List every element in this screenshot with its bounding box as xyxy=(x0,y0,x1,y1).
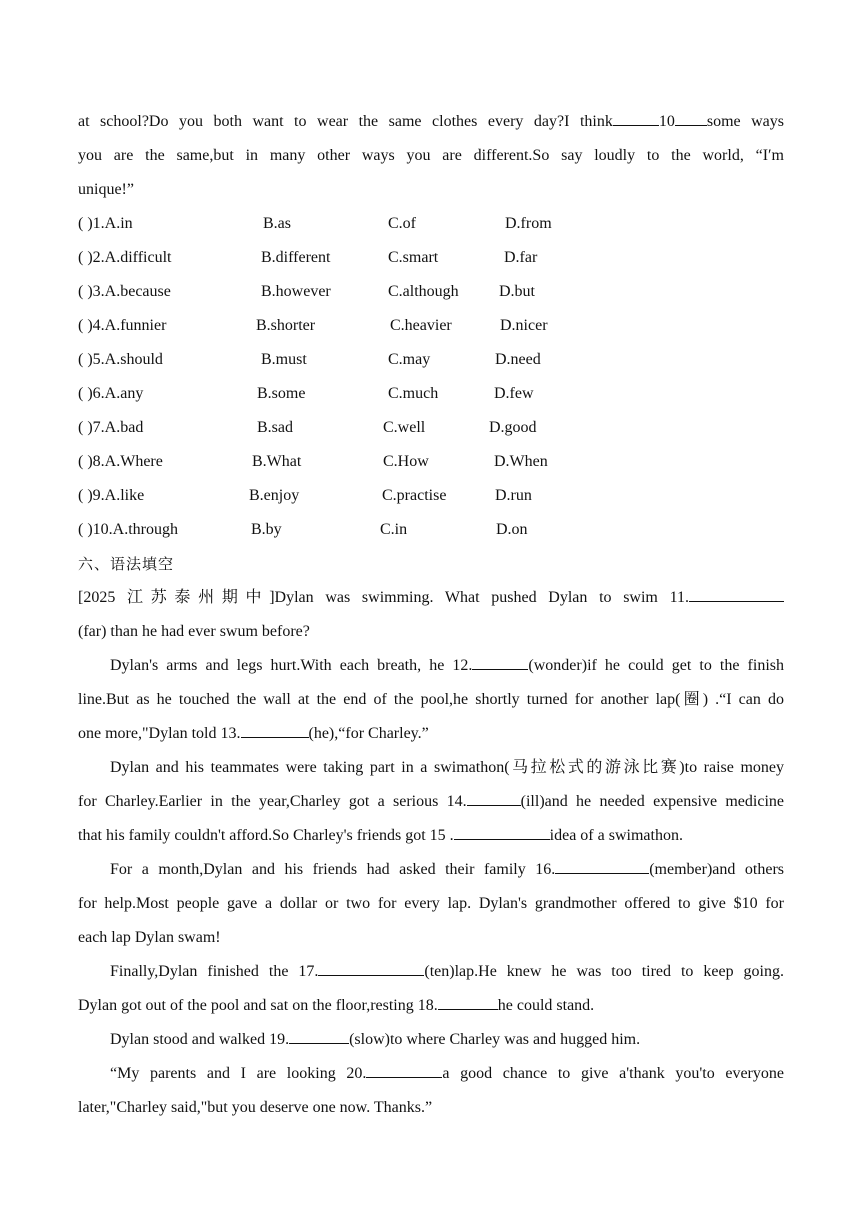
option-c[interactable]: C.heavier xyxy=(390,317,452,334)
passage-line-2: you are the same,but in many other ways you are different.So say loudly to the world, “I′m xyxy=(78,147,784,164)
option-c[interactable]: C.although xyxy=(388,283,459,300)
grammar-text: “My parents and I are looking 20. xyxy=(110,1065,367,1082)
passage-line-1 xyxy=(78,105,784,139)
grammar-line-14 xyxy=(78,1023,784,1057)
grammar-line-11: each lap Dylan swam! xyxy=(78,929,221,946)
grammar-line-12 xyxy=(78,955,784,989)
option-a[interactable]: ( )6.A.any xyxy=(78,385,144,402)
option-a[interactable]: ( )10.A.through xyxy=(78,521,178,538)
grammar-text: [2025 江苏泰州期中]Dylan was swimming. What pushed Dylan to swim 11. xyxy=(78,589,689,606)
grammar-line-15 xyxy=(78,1057,784,1091)
grammar-line-13 xyxy=(78,989,784,1023)
option-c[interactable]: C.in xyxy=(380,521,408,538)
grammar-text: For a month,Dylan and his friends had asked their family 16. xyxy=(110,861,556,878)
grammar-line-4: line.But as he touched the wall at the end of the pool,he shortly turned for another lap(圈) .“I can do xyxy=(78,691,784,708)
grammar-text: that his family couldn't afford.So Charley's friends got 15 . xyxy=(78,827,454,844)
grammar-line-8 xyxy=(78,819,784,853)
question-row-9 xyxy=(78,479,784,513)
blank-15[interactable] xyxy=(454,821,550,840)
question-row-4 xyxy=(78,309,784,343)
blank-20[interactable] xyxy=(366,1059,442,1078)
blank-underline[interactable] xyxy=(613,107,659,126)
option-b[interactable]: B.as xyxy=(263,215,291,232)
grammar-line-16: later,"Charley said,"but you deserve one now. Thanks.” xyxy=(78,1099,433,1116)
worksheet-page xyxy=(78,105,784,1125)
question-row-5 xyxy=(78,343,784,377)
grammar-text: for Charley.Earlier in the year,Charley got a serious 14. xyxy=(78,793,467,810)
blank-14[interactable] xyxy=(467,787,521,806)
option-d[interactable]: D.good xyxy=(489,419,537,436)
grammar-line-3 xyxy=(78,649,784,683)
option-a[interactable]: ( )7.A.bad xyxy=(78,419,144,436)
grammar-text: (member)and others xyxy=(649,861,785,878)
grammar-text: Dylan got out of the pool and sat on the floor,resting 18. xyxy=(78,997,438,1014)
blank-18[interactable] xyxy=(438,991,498,1010)
question-list xyxy=(78,207,784,547)
question-row-7 xyxy=(78,411,784,445)
blank-12[interactable] xyxy=(472,651,528,670)
grammar-text: a good chance to give a'thank you'to everyone xyxy=(442,1065,784,1082)
question-row-6 xyxy=(78,377,784,411)
option-b[interactable]: B.however xyxy=(261,283,331,300)
grammar-text: (he),“for Charley.” xyxy=(308,725,429,742)
option-c[interactable]: C.How xyxy=(383,453,429,470)
option-c[interactable]: C.much xyxy=(388,385,439,402)
option-b[interactable]: B.sad xyxy=(257,419,293,436)
option-d[interactable]: D.nicer xyxy=(500,317,548,334)
option-b[interactable]: B.shorter xyxy=(256,317,316,334)
grammar-text: (wonder)if he could get to the finish xyxy=(528,657,785,674)
blank-11[interactable] xyxy=(689,583,784,602)
option-a[interactable]: ( )5.A.should xyxy=(78,351,163,368)
grammar-line-1 xyxy=(78,581,784,615)
blank-underline[interactable] xyxy=(675,107,707,126)
passage-text: some ways xyxy=(706,113,785,130)
blank-number: 10 xyxy=(658,113,675,130)
grammar-line-9 xyxy=(78,853,784,887)
question-row-8 xyxy=(78,445,784,479)
option-a[interactable]: ( )3.A.because xyxy=(78,283,171,300)
grammar-text: Dylan's arms and legs hurt.With each breath, he 12. xyxy=(110,657,473,674)
option-b[interactable]: B.must xyxy=(261,351,307,368)
option-a[interactable]: ( )1.A.in xyxy=(78,215,133,232)
option-b[interactable]: B.by xyxy=(251,521,282,538)
option-c[interactable]: C.practise xyxy=(382,487,447,504)
blank-19[interactable] xyxy=(289,1025,349,1044)
option-a[interactable]: ( )2.A.difficult xyxy=(78,249,172,266)
section-title xyxy=(78,547,784,581)
grammar-line-2: (far) than he had ever swum before? xyxy=(78,623,310,640)
grammar-text: (slow)to where Charley was and hugged him. xyxy=(349,1031,641,1048)
question-row-3 xyxy=(78,275,784,309)
grammar-text: Dylan stood and walked 19. xyxy=(110,1031,290,1048)
passage-text: at school?Do you both want to wear the same clothes every day?I think xyxy=(78,113,613,130)
grammar-text: Finally,Dylan finished the 17. xyxy=(110,963,319,980)
option-d[interactable]: D.When xyxy=(494,453,548,470)
grammar-line-6: Dylan and his teammates were taking part in a swimathon(马拉松式的游泳比赛)to raise money xyxy=(110,759,784,776)
option-b[interactable]: B.different xyxy=(261,249,331,266)
grammar-text: he could stand. xyxy=(497,997,595,1014)
option-c[interactable]: C.well xyxy=(383,419,426,436)
option-d[interactable]: D.from xyxy=(505,215,552,232)
option-b[interactable]: B.some xyxy=(257,385,306,402)
option-d[interactable]: D.far xyxy=(504,249,538,266)
option-c[interactable]: C.of xyxy=(388,215,416,232)
option-d[interactable]: D.on xyxy=(496,521,528,538)
passage-line-3: unique!” xyxy=(78,181,134,198)
option-d[interactable]: D.few xyxy=(494,385,534,402)
option-d[interactable]: D.need xyxy=(495,351,541,368)
option-a[interactable]: ( )8.A.Where xyxy=(78,453,163,470)
option-b[interactable]: B.What xyxy=(252,453,302,470)
option-c[interactable]: C.may xyxy=(388,351,431,368)
option-c[interactable]: C.smart xyxy=(388,249,439,266)
grammar-text: idea of a swimathon. xyxy=(549,827,683,844)
grammar-line-5 xyxy=(78,717,784,751)
grammar-text: (ill)and he needed expensive medicine xyxy=(520,793,784,810)
grammar-line-7 xyxy=(78,785,784,819)
question-row-10 xyxy=(78,513,784,547)
section-title-text: 六、语法填空 xyxy=(78,555,175,573)
blank-16[interactable] xyxy=(555,855,649,874)
grammar-line-10: for help.Most people gave a dollar or two for every lap. Dylan's grandmother offered to give $10 for xyxy=(78,895,784,912)
option-d[interactable]: D.run xyxy=(495,487,532,504)
grammar-text: one more,"Dylan told 13. xyxy=(78,725,241,742)
blank-17[interactable] xyxy=(318,957,424,976)
option-a[interactable]: ( )4.A.funnier xyxy=(78,317,167,334)
blank-13[interactable] xyxy=(241,719,309,738)
grammar-text: (ten)lap.He knew he was too tired to keep going. xyxy=(424,963,785,980)
question-row-1 xyxy=(78,207,784,241)
question-row-2 xyxy=(78,241,784,275)
option-d[interactable]: D.but xyxy=(499,283,535,300)
option-a[interactable]: ( )9.A.like xyxy=(78,487,145,504)
option-b[interactable]: B.enjoy xyxy=(249,487,300,504)
